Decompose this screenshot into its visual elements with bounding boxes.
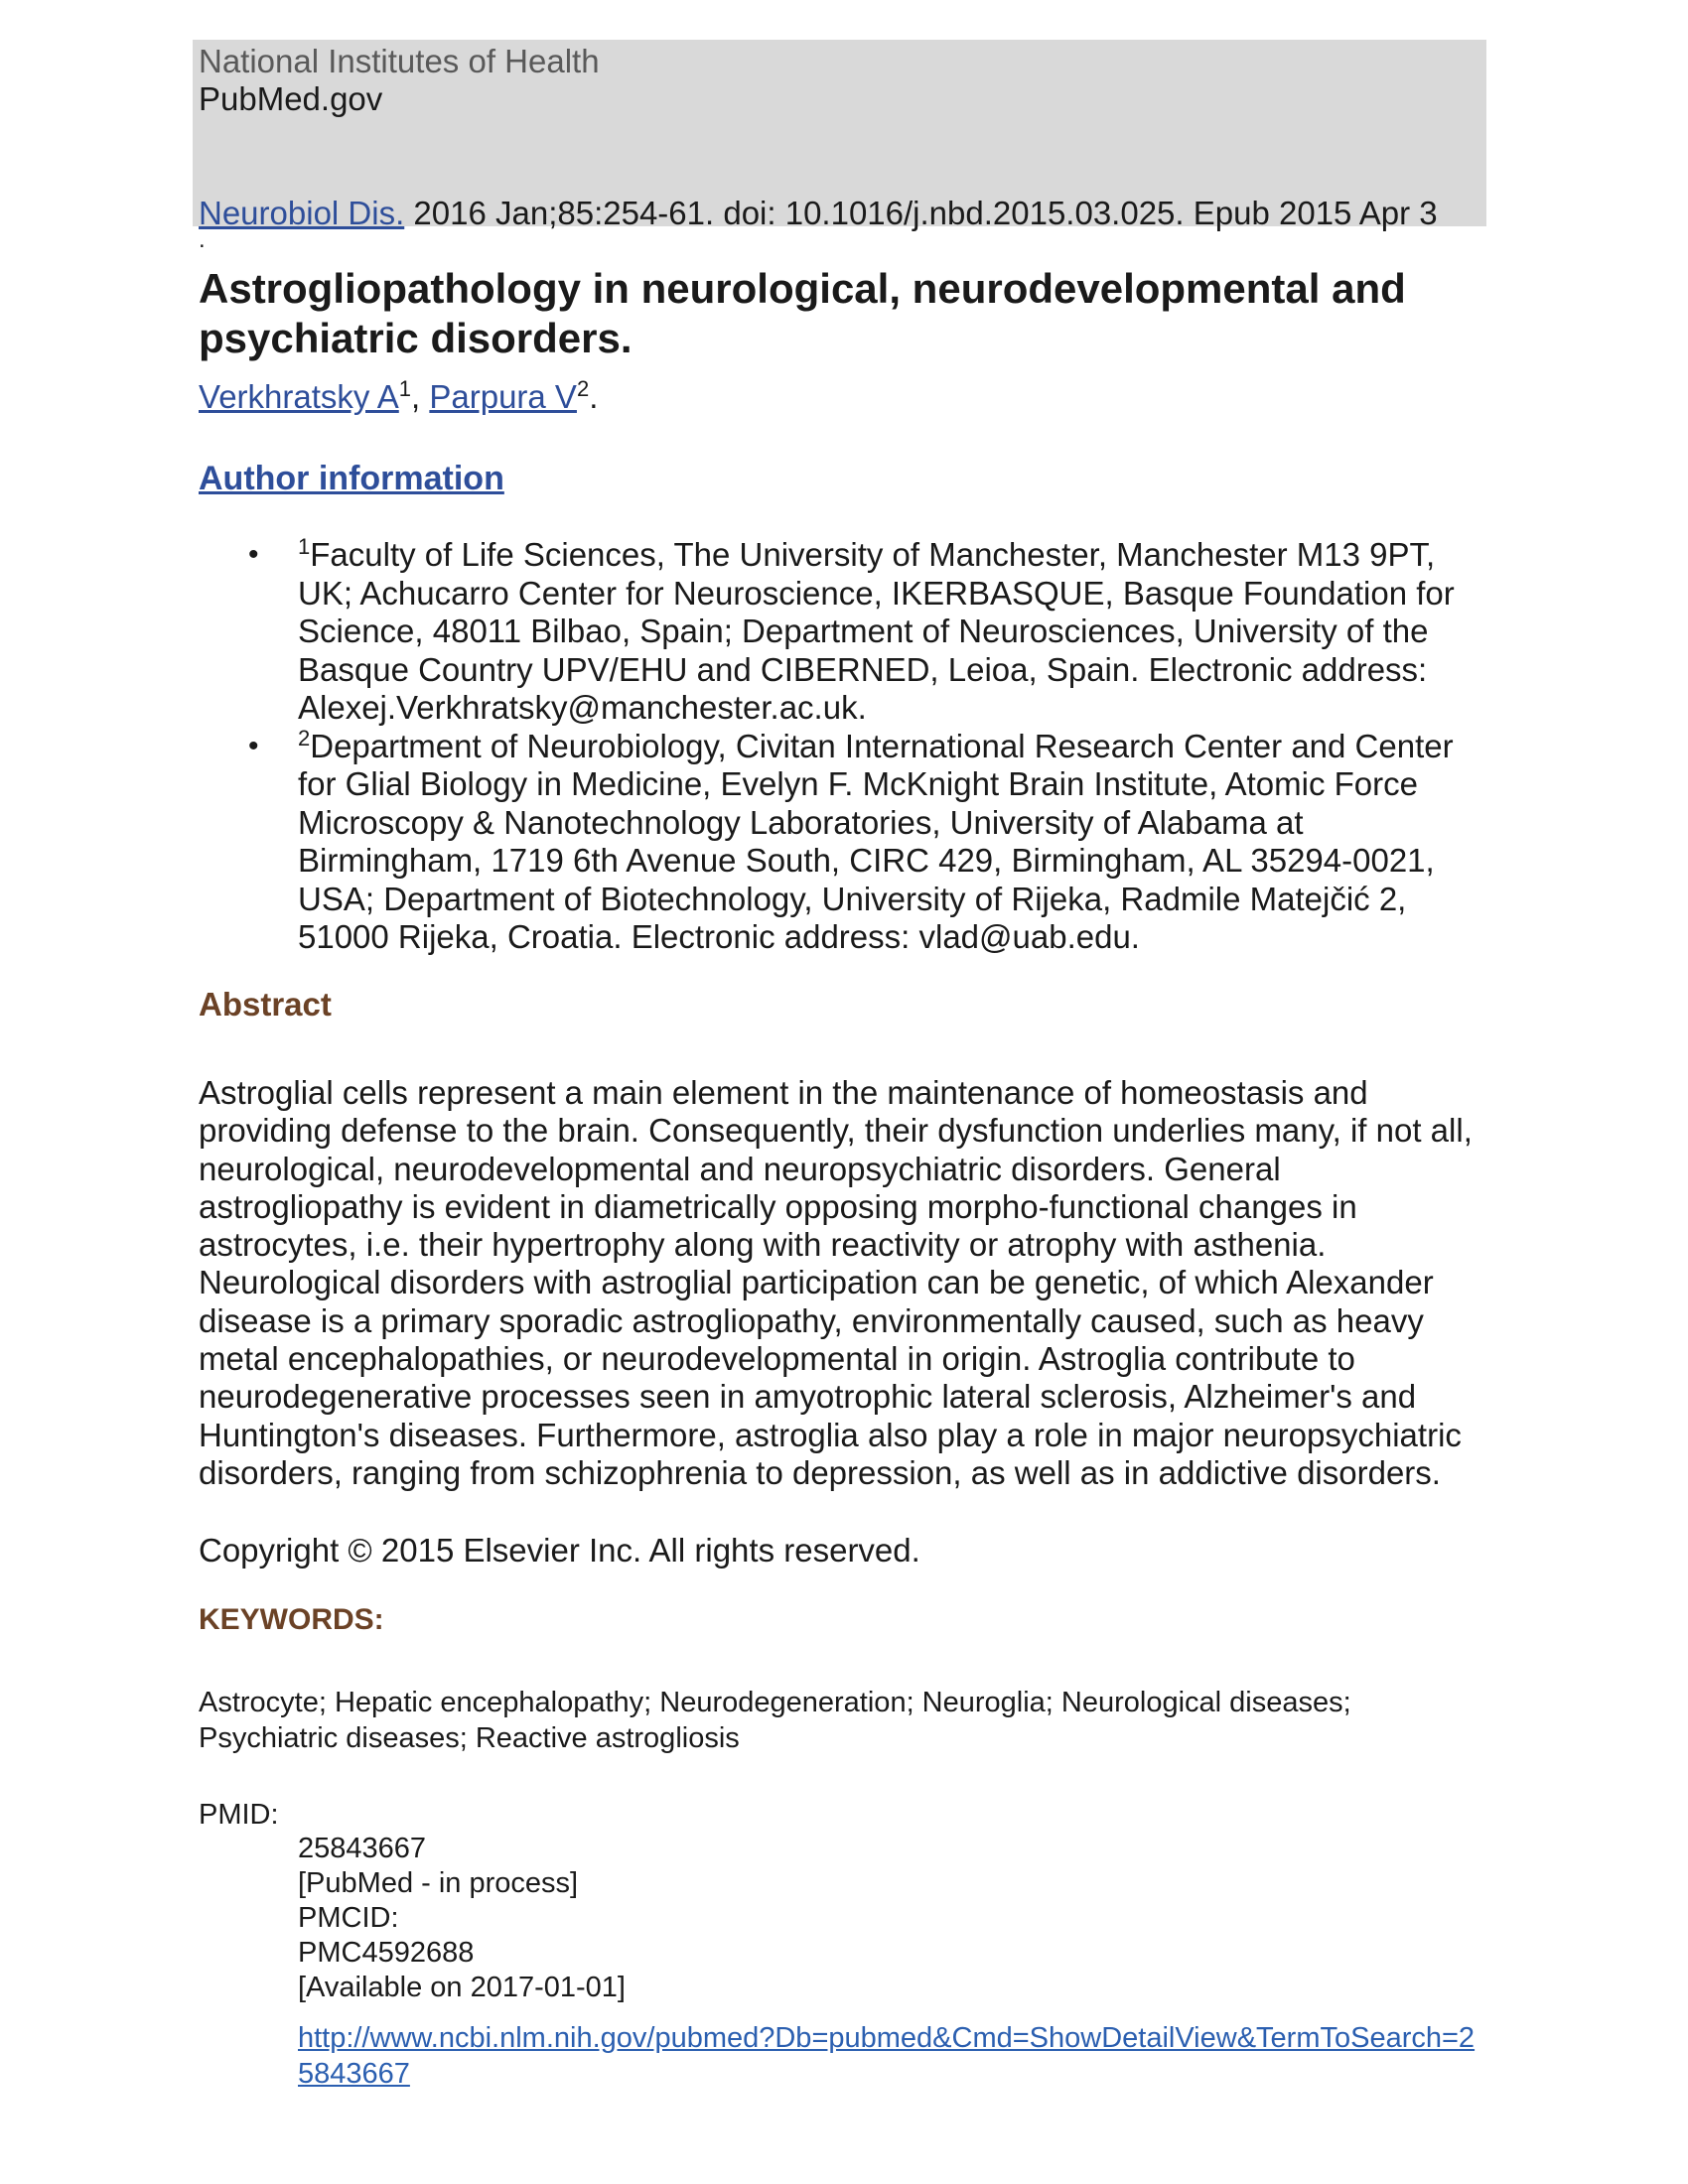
affiliation-text: Faculty of Life Sciences, The University of Manchester, Manchester M13 9PT, UK; Achucarro Center for Neuroscience, IKERBASQUE, Basque Foundation for Science, 48011 Bilbao, Spain; Department of Neurosciences, University of the Basque Country UPV/EHU and CIBERNED, Leioa, Spain. Electronic address: Alexej.Verkhratsky@manchester.ac.uk. [298,536,1455,726]
keywords-list: Astrocyte; Hepatic encephalopathy; Neurodegeneration; Neuroglia; Neurological diseases; Psychiatric diseases; Reactive astrogliosis [199,1687,1351,1754]
author-separator: . [589,378,599,415]
identifier-block [298,1832,626,2005]
affiliation-text: Department of Neurobiology, Civitan International Research Center and Center for Glial Biology in Medicine, Evelyn F. McKnight Brain Institute, Atomic Force Microscopy & Nanotechnology Laboratories, University of Alabama at Birmingham, 1719 6th Avenue South, CIRC 429, Birmingham, AL 35294-0021, USA; Department of Biotechnology, University of Rijeka, Radmile Matejčić 2, 51000 Rijeka, Croatia. Electronic address: vlad@uab.edu. [298,727,1454,955]
affiliation-number: 1 [298,534,311,559]
availability-note: [Available on 2017-01-01] [298,1972,626,2003]
pmcid-label: PMCID: [298,1902,399,1934]
abstract-text: Astroglial cells represent a main element in the maintenance of homeostasis and providing defense to the brain. Consequently, their dysfunction underlies many, if not all, neurological, neurodevelopmental and neuropsychiatric disorders. General astrogliopathy is evident in diametrically opposing morpho-functional changes in astrocytes, i.e. their hypertrophy along with reactivity or atrophy with asthenia. Neurological disorders with astroglial participation can be genetic, of which Alexander disease is a primary sporadic astrogliopathy, environmentally caused, such as heavy metal encephalopathies, or neurodevelopmental in origin. Astroglia contribute to neurodegenerative processes seen in amyotrophic lateral sclerosis, Alzheimer's and Huntington's diseases. Furthermore, astroglia also play a role in major neuropsychiatric disorders, ranging from schizophrenia to depression, as well as in addictive disorders. [199,1074,1473,1491]
journal-link[interactable]: Neurobiol Dis. [199,195,405,231]
citation-trailing: . [199,226,206,253]
citation-line [199,194,1438,233]
pmid-value: 25843667 [298,1833,427,1864]
author-affiliation-number: 1 [398,376,412,401]
header-org: National Institutes of Health [199,43,600,79]
pubmed-status: [PubMed - in process] [298,1867,579,1899]
citation-details: 2016 Jan;85:254-61. doi: 10.1016/j.nbd.2015.03.025. Epub 2015 Apr 3 [404,195,1438,231]
article-title: Astrogliopathology in neurological, neurodevelopmental and psychiatric disorders. [199,265,1406,361]
author-separator: , [411,378,430,415]
pmid-label: PMID: [199,1799,279,1831]
pmcid-value: PMC4592688 [298,1937,475,1969]
pubmed-url-link[interactable]: http://www.ncbi.nlm.nih.gov/pubmed?Db=pubmed&Cmd=ShowDetailView&TermToSearch=25843667 [298,2022,1476,2090]
source-header [193,40,1486,253]
author-information-toggle[interactable]: Author information [199,460,504,497]
author-affiliation-number: 2 [576,376,590,401]
author-link[interactable]: Verkhratsky A [199,378,399,415]
affiliation-list [248,536,1479,957]
affiliation-number: 2 [298,725,311,751]
abstract-heading: Abstract [199,986,332,1023]
copyright-notice: Copyright © 2015 Elsevier Inc. All rights reserved. [199,1532,920,1569]
affiliation-item [248,725,1479,957]
header-site: PubMed.gov [199,80,383,117]
author-link[interactable]: Parpura V [429,378,577,415]
bullet-icon: • [248,729,259,762]
affiliation-item [248,536,1479,728]
author-list [199,377,598,417]
keywords-heading: KEYWORDS: [199,1603,384,1636]
bullet-icon: • [248,538,259,571]
